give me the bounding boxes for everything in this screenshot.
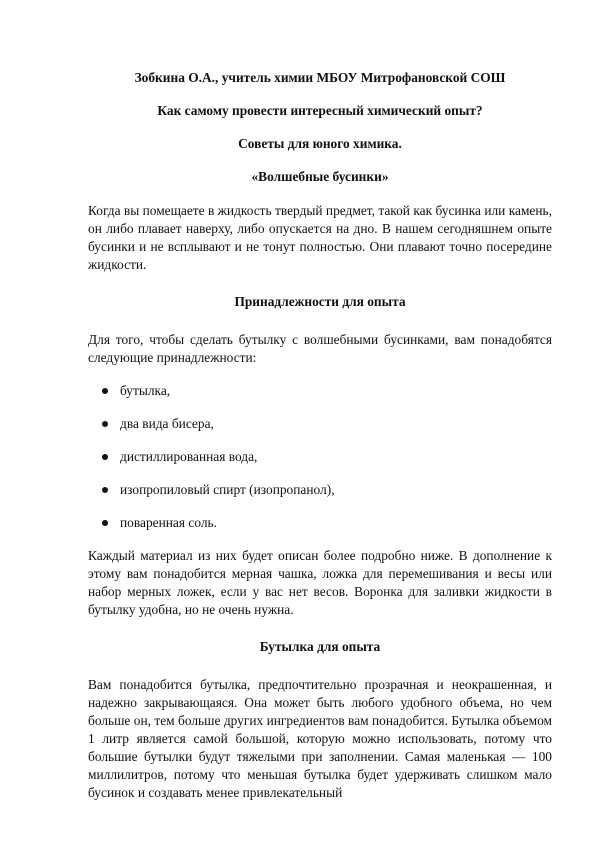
list-item: [88, 481, 552, 499]
list-item: [88, 382, 552, 400]
bottle-section-title: Бутылка для опыта: [259, 639, 381, 654]
list-item-label: дистиллированная вода,: [120, 449, 258, 464]
tools-lead-paragraph: Для того, чтобы сделать бутылку с волшебными бусинками, вам понадобятся следующие принадлежности:: [88, 332, 552, 365]
tools-section-title: Принадлежности для опыта: [234, 294, 406, 309]
list-item-label: изопропиловый спирт (изопропанол),: [120, 482, 335, 497]
bullet-icon: [102, 421, 108, 427]
bullet-icon: [102, 388, 108, 394]
list-item-label: бутылка,: [120, 383, 171, 398]
tools-list: [88, 382, 552, 532]
experiment-title: «Волшебные бусинки»: [251, 169, 389, 184]
list-item-label: поваренная соль.: [120, 515, 217, 530]
list-item: [88, 415, 552, 433]
subtitle-heading: Советы для юного химика.: [238, 136, 402, 151]
bullet-icon: [102, 454, 108, 460]
tools-after-paragraph: Каждый материал из них будет описан более подробно ниже. В дополнение к этому вам понадобится мерная чашка, ложка для перемешивания и весы или набор мерных ложек, если у вас нет весов. Воронка для заливки жидкости в бутылку удобна, но не очень нужна.: [88, 548, 552, 617]
list-item: [88, 514, 552, 532]
intro-paragraph: Когда вы помещаете в жидкость твердый предмет, такой как бусинка или камень, он либо плавает наверху, либо опускается на дно. В нашем сегодняшнем опыте бусинки и не всплывают и не тонут полностью. Они плавают точно посередине жидкости.: [88, 203, 552, 272]
list-item: [88, 448, 552, 466]
document-page: [88, 70, 552, 802]
bullet-icon: [102, 487, 108, 493]
bottle-paragraph: Вам понадобится бутылка, предпочтительно прозрачная и неокрашенная, и надежно закрывающаяся. Она может быть любого удобного объема, но чем больше он, тем больше других ингредиентов вам понадобится. Бутылка объемом 1 литр является самой большой, которую можно использовать, потому что большие бутылки будут тяжелыми при заполнении. Самая маленькая — 100 миллилитров, потому что меньшая бутылка будет удерживать слишком мало бусинок и создавать менее привлекательный: [88, 677, 552, 800]
author-line: Зобкина О.А., учитель химии МБОУ Митрофановской СОШ: [134, 70, 506, 85]
list-item-label: два вида бисера,: [120, 416, 214, 431]
question-heading: Как самому провести интересный химический опыт?: [157, 103, 483, 118]
bullet-icon: [102, 520, 108, 526]
